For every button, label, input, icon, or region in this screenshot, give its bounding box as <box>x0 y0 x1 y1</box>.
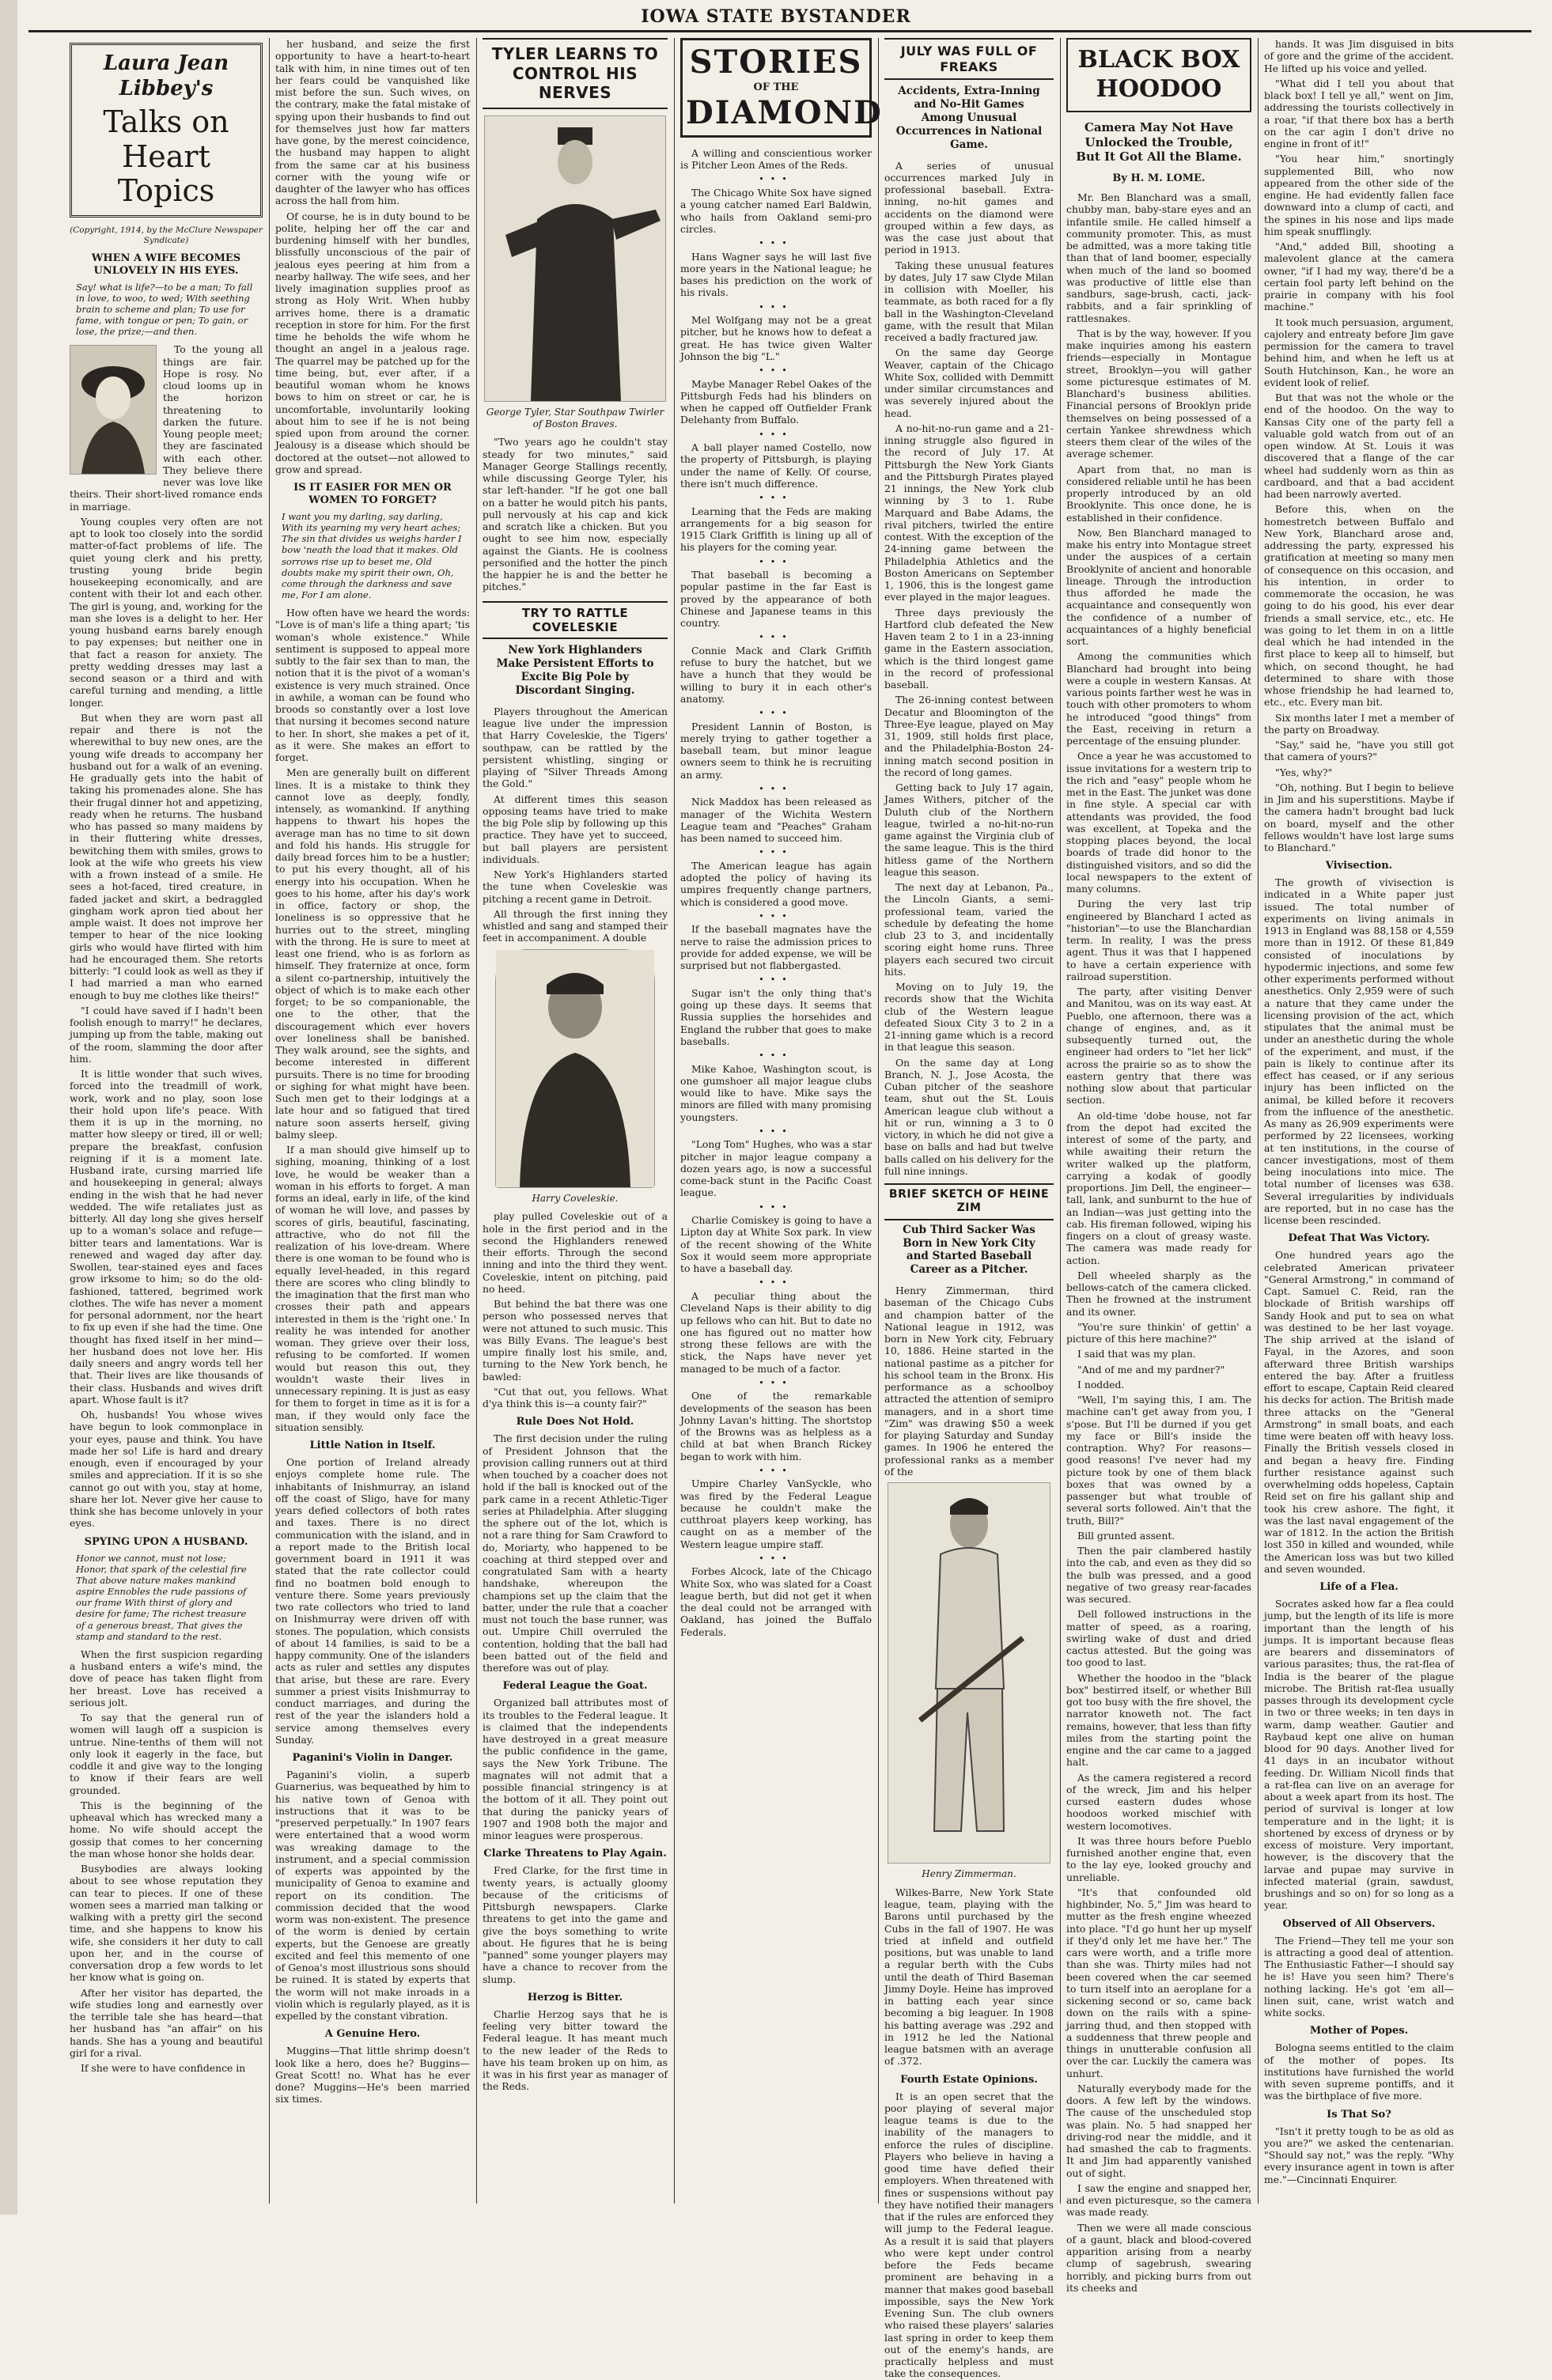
paragraph: One hundred years ago the celebrated American privateer "General Armstrong," in command of Capt. Samuel C. Reid, ran the blockade of British warships off Sandy Hook and put to sea on what was destined to be her last voyage. The ship arrived at the island of Fayal, in the Azores, and soon afterward three British warships entered the bay. After a fruitless effort to escape, Captain Reid cleared his decks for action. The British made three attacks on the "General Armstrong" in small boats, and each time were beaten off with heavy loss. Finally the British vessels closed in and began a heavy fire. Finding further resistance against such overwhelming odds hopeless, Captain Reid set on fire his gallant ship and took his crew ashore. The fight, it was the last naval engagement of the war of 1812. In the action the British lost 350 in killed and wounded, while the American loss was but two killed and seven wounded. <box>1264 1249 1454 1575</box>
news-item: Connie Mack and Clark Griffith refuse to bury the hatchet, but we have a hunch that they would be willing to bury it in each other's anatomy. <box>680 644 872 705</box>
paragraph: Mr. Ben Blanchard was a small, chubby man, baby-stare eyes and an infantile smile. He called himself a community promoter. This, as must be admitted, was a more taking title than that of land boomer, especially when much of the land so boomed was productive of little else than sandburs, sage-brush, cacti, jack-rabbits, and a fair sprinkling of rattlesnakes. <box>1066 191 1251 324</box>
stories-of-diamond-title-box <box>680 38 883 138</box>
paragraph: I saw the engine and snapped her, and even picturesque, so the camera was made ready. <box>1066 2181 1251 2219</box>
paragraph: "I could have saved if I hadn't been foolish enough to marry!" he declares, jumping up from the table, making out of the room, slamming the door after him. <box>70 1004 263 1065</box>
separator-dots: ••• <box>759 708 793 719</box>
news-item: One of the remarkable developments of the season has been Johnny Lavan's hitting. The shortstop of the Browns was as helpless as a child at bat when Branch Rickey began to work with him. <box>680 1390 872 1462</box>
news-item: A ball player named Costello, now the property of Pittsburgh, is playing under the name of Kelly. Of course, there isn't much difference. <box>680 441 872 490</box>
heart-topics-masthead <box>70 43 263 218</box>
news-item: A peculiar thing about the Cleveland Naps is their ability to dig up fellows who can hit. But to date no one has figured out no matter how strong these fellows are with the stick, the Naps have never yet managed to be much of a factor. <box>680 1290 872 1375</box>
section-heading: WHEN A WIFE BECOMES UNLOVELY IN HIS EYES. <box>91 252 241 277</box>
paragraph: Charlie Herzog says that he is feeling very bitter toward the Federal league. It has meant much to the new leader of the Reds to have his team broken up on him, as it was in his first year as manager of the Reds. <box>483 2007 668 2093</box>
section-heading: Defeat That Was Victory. <box>1288 1232 1430 1245</box>
masthead-brand: Laura Jean Libbey's <box>103 51 229 100</box>
paragraph: Young couples very often are not apt to look too closely into the sordid matter-of-fact problems of life. The quiet young clerk and his pretty, trusting young bride begin housekeeping economically, and are content with their lot and each other. The girl is young, and, working for the man she loves is a delight to her. Her young husband earns barely enough to pay expenses; but neither one in that fact a reason for anxiety. The pretty wedding dresses may last a second season or a third and with careful turning and mending, a little longer. <box>70 515 263 709</box>
separator-dots: ••• <box>759 1465 793 1476</box>
photo-caption: Harry Coveleskie. <box>532 1192 619 1204</box>
separator-dots: ••• <box>759 1050 793 1061</box>
paragraph: Three days previously the Hartford club defeated the New Haven team 2 to 1 in a 23-inning game in the Eastern association, which is the third longest game in the record of professional baseball. <box>884 606 1054 691</box>
deck: New York Highlanders Make Persistent Efforts to Excite Big Pole by Discordant Singing. <box>496 644 654 698</box>
paragraph: "And," added Bill, shooting a malevolent glance at the camera owner, "if I had my way, there'd be a certain fool party left behind on the prairie in company with his fool machine." <box>1264 240 1454 313</box>
separator-dots: ••• <box>759 632 793 643</box>
separator-dots: ••• <box>759 910 793 921</box>
separator-dots: ••• <box>759 238 793 248</box>
title-stories: STORIES <box>689 44 863 81</box>
column-stories-of-diamond <box>680 38 883 2204</box>
paragraph: Six months later I met a member of the party on Broadway. <box>1264 711 1454 736</box>
paragraph: "Say," said he, "have you still got that camera of yours?" <box>1264 739 1454 763</box>
headline-tyler: TYLER LEARNS TO CONTROL HIS NERVES <box>483 38 668 109</box>
section-heading: Little Nation in Itself. <box>309 1440 436 1452</box>
newspaper-title: IOWA STATE BYSTANDER <box>641 6 911 27</box>
paragraph: A series of unusual occurrences marked July in professional baseball. Extra-inning, no-hit games and accidents on the diamond were grouped within a few days, as was the case just about that period in 1913. <box>884 159 1054 256</box>
batter-photo-image <box>888 1483 1050 1863</box>
byline: By H. M. LOME. <box>1112 172 1206 185</box>
paragraph: One portion of Ireland already enjoys complete home rule. The inhabitants of Inishmurray, an island off the coast of Sligo, have for many years defied collectors of both rates and taxes. There is no direct communication with the island, and in a report made to the British local government board in 1911 it was stated that the rate collector could find no boatmen bold enough to venture there. Some years previously two rate collectors who tried to land on Inishmurray were driven off with stones. The population, which consists of about 14 families, is said to be a happy community. One of the islanders acts as ruler and settles any disputes that arise, but these are rare. Every summer a priest visits Inishmurray to conduct marriages, and during the rest of the year the islanders hold a service among themselves every Sunday. <box>275 1456 470 1746</box>
paragraph: Of course, he is in duty bound to be polite, helping her off the car and burdening himself with her bundles, blissfully unconscious of the pair of jealous eyes peering at him from a nearby hallway. The wife sees, and her lively imagination supplies proof as strong as Holy Writ. When hubby arrives home, there is a dramatic reception in store for him. For the first time he beholds the wife whom he thought an angel in a jealous rage. The quarrel may be patched up for the time being, but, ever after, if a beautiful woman whom he knows bows to him on street or car, he is uncomfortable, involuntarily looking about him to see if he is not being spied upon from around the corner. Jealousy is a disease which should be doctored at the outset—not allowed to grow and spread. <box>275 210 470 475</box>
separator-dots: ••• <box>759 1377 793 1388</box>
separator-dots: ••• <box>759 1553 793 1564</box>
paragraph: Once a year he was accustomed to issue invitations for a western trip to the rich and "easy" people whom he met in the East. The junket was done in fine style. A special car with attendants was provided, the food was excellent, at Topeka and the stopping places beyond, the local boards of trade did honor to the distinguished visitors, and so did the local newspapers to the extent of many columns. <box>1066 750 1251 895</box>
separator-dots: ••• <box>759 174 793 185</box>
paragraph: An old-time 'dobe house, not far from the depot had excited the interest of some of the party, and while awaiting their return the writer walked up the platform, carrying a kodak of goodly proportions. Jim Dell, the engineer—tall, lank, and sunburnt to the hue of an Indian—was just getting into the cab. His fireman followed, wiping his fingers on a clout of greasy waste. The camera was made ready for action. <box>1066 1109 1251 1266</box>
paragraph: Now, Ben Blanchard managed to make his entry into Montague street under the auspices of a certain Brooklynite of ancient and honorable lineage. Through the introduction thus afforded he made the acquaintance and consequently won the confidence of a number of acquaintances of a highly beneficial sort. <box>1066 526 1251 648</box>
paragraph: "You hear him," snortingly supplemented Bill, who now appeared from the other side of the engine. He had evidently fallen face downward into a clump of cacti, and the spines in his nose and lips made him speak snufflingly. <box>1264 153 1454 237</box>
column-miscellany <box>1264 38 1454 2204</box>
paragraph: "Isn't it pretty tough to be as old as you are?" we asked the centenarian. "Should say not," was the reply. "Why every insurance agent in town is after me."—Cincinnati Enquirer. <box>1264 2125 1454 2185</box>
paragraph: If a man should give himself up to sighing, moaning, thinking of a lost love, he would be weaker than a woman in his efforts to forget. A man forms an ideal, early in life, of the kind of woman he will love, and passes by scores of girls, beautiful, fascinating, attractive, who do not fill the realization of his love-dream. Where there is one woman to be found who is equally level-headed, in this regard there are scores who cling blindly to the imagination that the first man who crosses their path and appears interested in them is the 'right one.' In reality he was intended for another woman. They grieve over their loss, refusing to be comforted. If women would but reason this out, they wouldn't waste their lives in unnecessary repining. It is just as easy for them to forget in time as it is for a man, if they would only face the situation sensibly. <box>275 1144 470 1433</box>
paragraph: "Two years ago he couldn't stay steady for two minutes," said Manager George Stallings recently, while discussing George Tyler, his star left-hander. "If he got one ball on a batter he would pitch his pants, pull nervously at his cap and kick and scratch like a chicken. But you ought to see him now, especially against the Giants. He is coolness personified and the hotter the pinch the happier he is and the better he pitches." <box>483 436 668 593</box>
section-heading: Herzog is Bitter. <box>527 1991 623 2004</box>
paragraph: Apart from that, no man is considered reliable until he has been properly introduced by an old Brooklynite. This once done, he is established in their confidence. <box>1066 463 1251 524</box>
paragraph: Men are generally built on different lines. It is a mistake to think they cannot love as deeply, fondly, intensely, as womankind. If anything happens to thwart his hopes the average man has no time to sit down and fold his hands. His struggle for daily bread forces him to be a hustler; to put his every thought, all of his energy into his occupation. When he goes to his home, after his day's work in office, factory or shop, the loneliness is so oppressive that he hurries out to the street, mingling with the throng. He is sure to meet at least one friend, who is as forlorn as himself. They fraternize at once, form a silent co-partnership, intuitively the object of which is to make each other forget; to be so companionable, the one to the other, that the discouragement which ever hovers over loneliness shall be banished. They walk around, see the sights, and become interested in different pursuits. There is no time for brooding or sighing for what might have been. Such men get to their lodgings at a late hour and so fatigued that tired nature soon asserts herself, giving balmy sleep. <box>275 766 470 1141</box>
column-rule <box>1060 38 1061 2204</box>
paragraph: Busybodies are always looking about to see whose reputation they can tear to pieces. If one of these women sees a married man talking or walking with a pretty girl the second time, and she happens to know his wife, she considers it her duty to call upon her, and in the course of conversation drop a few words to let her know what is going on. <box>70 1863 263 1984</box>
deck: Camera May Not Have Unlocked the Trouble, But It Got All the Blame. <box>1076 119 1242 165</box>
paragraph: "And of me and my pardner?" <box>1077 1363 1225 1375</box>
portrait-photo <box>70 345 157 475</box>
section-heading: IS IT EASIER FOR MEN OR WOMEN TO FORGET? <box>293 482 452 506</box>
section-heading: A Genuine Hero. <box>324 2028 421 2041</box>
paragraph: Before this, when on the homestretch between Buffalo and New York, Blanchard arose and, addressing the party, expressed his gratification at meeting so many men of consequence on this occasion, and his intention, in order to commemorate the occasion, he was going to do his good, his ever dear friends a small service, etc., etc. He was going to let them in on a little deal which he had intended in the first place to keep all to himself, but which, on second thought, he had determined to share with those whose friendship he had learned to, etc., etc. Every man bit. <box>1264 503 1454 709</box>
section-heading: Vivisection. <box>1325 860 1393 872</box>
section-heading: Fourth Estate Opinions. <box>900 2073 1038 2086</box>
section-heading: Is That So? <box>1327 2108 1391 2121</box>
news-item: Nick Maddox has been released as manager of the Wichita Western League team and "Peaches" Graham has been named to succeed him. <box>680 796 872 845</box>
headline-july-freaks: JULY WAS FULL OF FREAKS <box>884 38 1054 80</box>
separator-dots: ••• <box>759 493 793 504</box>
deck: Accidents, Extra-Inning and No-Hit Games Among Unusual Occurrences in National Game. <box>895 85 1043 151</box>
news-item: Mel Wolfgang may not be a great pitcher, but he knows how to defeat a great. He has twice given Walter Johnson the big "L." <box>680 314 872 362</box>
photo-henry-zimmerman <box>888 1482 1050 1864</box>
news-item: That baseball is becoming a popular pastime in the far East is proved by the appearance of both Chinese and Japanese teams in this country. <box>680 569 872 630</box>
paragraph: After her visitor has departed, the wife studies long and earnestly over the terrible tale she has heard—that her husband has "an affair" on his hands. She has a young and beautiful girl for a rival. <box>70 1986 263 2059</box>
verse: I want you my darling, say darling, With its yearning my very heart aches; The sin that divides us weighs harder I bow 'neath the load that it makes. Old sorrows rise up to beset me, Old doubts make my spirit their own, Oh, come through the darkness and save me, For I am alone. <box>282 510 462 600</box>
paragraph: The party, after visiting Denver and Manitou, was on its way east. At Pueblo, one afternoon, there was a change of engines, and, as it subsequently turned out, the engineer had orders to "let her lick" across the prairie so as to show the eastern gentry that there was nothing slow about that particular section. <box>1066 986 1251 1107</box>
news-item: A willing and conscientious worker is Pitcher Leon Ames of the Reds. <box>680 146 872 172</box>
separator-dots: ••• <box>759 1126 793 1137</box>
headline-black-box: BLACK BOX HOODOO <box>1066 38 1251 112</box>
paragraph: The 26-inning contest between Decatur and Bloomington of the Three-Eye league, played on May 31, 1909, still holds first place, and the Philadelphia-Boston 24-inning match second position in the record of long games. <box>884 694 1054 778</box>
photo-george-tyler <box>484 115 666 402</box>
title-diamond: DIAMOND <box>686 93 883 131</box>
page-header <box>0 0 1552 30</box>
separator-dots: ••• <box>759 847 793 858</box>
paragraph: Fred Clarke, for the first time in twenty years, is actually gloomy because of the criticisms of Pittsburgh newspapers. Clarke threatens to get into the game and give the boys something to write about. He figures that he is being "panned" some younger players may have a chance to recover from the slump. <box>483 1864 668 1985</box>
paragraph: But that was not the whole or the end of the hoodoo. On the way to Kansas City one of the party fell a valuable gold watch from out of an open window. At St. Louis it was discovered that a flange of the car wheel had suddenly worn as thin as cardboard, and that a bad accident had been narrowly averted. <box>1264 392 1454 500</box>
paragraph: Moving on to July 19, the records show that the Wichita club of the Western league defeated Sioux City 3 to 2 in a 21-inning game which is a record in that league this season. <box>884 981 1054 1054</box>
section-heading: Clarke Threatens to Play Again. <box>483 1848 667 1860</box>
column-rule <box>1258 38 1259 2204</box>
paragraph: The growth of vivisection is indicated in a White paper just issued. The total number of experiments on living animals in 1913 in England was 88,158 or 4,559 more than in 1912. Of these 81,849 consisted of inoculations by hypodermic injections, and some few other experiments performed without anesthetics. Only 2,959 were of such a nature that they came under the licensing provision of the act, which stipulates that the animal must be under an anesthetic during the whole of the experiment, and must, if the pain is likely to continue after its effect has ceased, or if any serious injury has been inflicted on the animal, be killed before it recovers from the influence of the anesthetic. As many as 26,909 experiments were performed by 22 licensees, working at ten institutions, in the course of cancer investigations, most of them being inoculations into mice. The total number of licenses was 638. Several irregularities by individuals are reported, but in no case has the license been rescinded. <box>1264 876 1454 1227</box>
paragraph: Players throughout the American league live under the impression that Harry Coveleskie, the Tigers' southpaw, can be rattled by the persistent whistling, singing or playing of "Silver Threads Among the Gold." <box>483 705 668 790</box>
news-item: Charlie Comiskey is going to have a Lipton day at White Sox park. In view of the recent showing of the White Sox it would seem more appropriate to have a baseball day. <box>680 1214 872 1275</box>
paragraph: "Well, I'm saying this, I am. The machine can't get away from you, I s'pose. But I'll be durned if you get my face or Bill's inside the contraption. Why? For reasons—good reasons! I've never had my picture took by one of them black boxes that was owned by a passenger but what trouble of several sorts followed. Ain't that the truth, Bill?" <box>1066 1394 1251 1527</box>
headline-coveleskie: TRY TO RATTLE COVELESKIE <box>483 601 668 640</box>
paragraph: Then the pair clambered hastily into the cab, and even as they did so the bulb was pressed, and a good negative of two greasy rear-facades was secured. <box>1066 1545 1251 1606</box>
paragraph: How often have we heard the words: "Love is of man's life a thing apart; 'tis woman's whole existence." While sentiment is supposed to appeal more subtly to the fair sex than to man, the notion that it is the pivot of a woman's existence is very much strained. Once in awhile, a woman can be found who broods so constantly over a lost love that nursing it becomes second nature to her. In short, she makes a pet of it, as it were. She makes an effort to forget. <box>275 607 470 764</box>
paragraph: Wilkes-Barre, New York State league, team, playing with the Barons until purchased by the Cubs in the fall of 1907. He was tried at infield and outfield positions, but was unable to land a regular berth with the Cubs until the death of Third Baseman Jimmy Doyle. Heine has improved in batting each year since becoming a big leaguer. In 1908 his batting average was .292 and in 1912 he led the National league batsmen with an average of .372. <box>884 1886 1054 2068</box>
paragraph: Oh, husbands! You whose wives have begun to look commonplace in your eyes, pause and think. You have made her so! Life is hard and dreary enough, even if encouraged by your smiles and appreciation. If it is so she cannot go out with you, stay at home, share her lot. Never give her cause to think she has become unlovely in your eyes. <box>70 1409 263 1530</box>
column-heart-topics <box>70 38 263 2204</box>
paragraph: During the very last trip engineered by Blanchard I acted as "historian"—to use the Blanchardian term. In reality, I was the press agent. Thus it was that I happened to have a certain experience with railroad superstition. <box>1066 898 1251 982</box>
news-item: Maybe Manager Rebel Oakes of the Pittsburgh Feds had his blinders on when he capped off Outfielder Frank Delehanty from Buffalo. <box>680 377 872 426</box>
photo-caption: Henry Zimmerman. <box>922 1868 1016 1880</box>
section-heading: Observed of All Observers. <box>1282 1917 1436 1930</box>
paragraph: But behind the bat there was one person who possessed nerves that were not attuned to such music. This was Billy Evans. The league's best umpire finally lost his smile, and, turning to the New York bench, he bawled: <box>483 1298 668 1383</box>
section-heading: Rule Does Not Hold. <box>516 1416 634 1428</box>
paragraph: All through the first inning they whistled and sang and stamped their feet in accompaniment. A double <box>483 907 668 944</box>
news-item: The American league has again adopted the policy of having its umpires frequently change partners, which is considered a good move. <box>680 859 872 908</box>
paragraph: Among the communities which Blanchard had brought into being were a couple in western Kansas. At various points farther west he was in touch with other promoters to whom he introduced "good things" from the East, receiving in return a percentage of the ensuing plunder. <box>1066 650 1251 747</box>
separator-dots: ••• <box>759 365 793 376</box>
news-item: Hans Wagner says he will last five more years in the National league; he bases his prediction on the work of his rivals. <box>680 250 872 299</box>
news-item: President Lannin of Boston, is merely trying to gather together a baseball team, but minor league owners seem to think he is recruiting an army. <box>680 720 872 781</box>
paragraph: That is by the way, however. If you make inquiries among his eastern friends—especially in Montague street, Brooklyn—you will gather some picturesque estimates of M. Blanchard's business abilities. Financial persons of Brooklyn pride themselves on being possessed of a certain Yankee shrewdness which steers them clear of the wiles of the average schemer. <box>1066 327 1251 460</box>
column-black-box <box>1066 38 1251 2294</box>
paragraph: "What did I tell you about that black box! I tell ye all," went on Jim, addressing the tourists collectively in a roar, "if that there box has a berth on the car agin I don't drive no engine in front of it!" <box>1264 77 1454 149</box>
paragraph: Taking these unusual features by dates, July 17 saw Clyde Milan in collision with Moeller, his teammate, as both raced for a fly ball in the Washington-Cleveland game, with the result that Milan received a badly fractured jaw. <box>884 259 1054 344</box>
paragraph: As the camera registered a record of the wreck, Jim and his helper cursed eastern dudes whose hoodoos worked mischief with western locomotives. <box>1066 1771 1251 1832</box>
news-item: Learning that the Feds are making arrangements for a big season for 1915 Clark Griffith is lining up all of his players for the coming year. <box>680 505 872 554</box>
paragraph: Naturally everybody made for the doors. A few left by the windows. The cause of the unscheduled stop was plain. No. 5 had snapped her driving-rod near the middle, and it had smashed the cab to fragments. It and Jim had apparently vanished out of sight. <box>1066 2082 1251 2179</box>
paragraph: Bologna seems entitled to the claim of the mother of popes. Its institutions have furnished the world with seven supreme pontiffs, and it was the birthplace of five more. <box>1264 2041 1454 2102</box>
paragraph: New York's Highlanders started the tune when Coveleskie was pitching a recent game in Detroit. <box>483 868 668 905</box>
header-rule <box>28 30 1531 32</box>
paragraph: A no-hit-no-run game and a 21-inning struggle also figured in the record of July 17. At Pittsburgh the New York Giants and the Pittsburgh Pirates played 21 innings, the New York club winning by 3 to 1. Rube Marquard and Babe Adams, the rival pitchers, twirled the entire contest. With the exception of the 24-inning game between the Philadelphia Athletics and the Boston Americans on September 1, 1906, this is the longest game ever played in the major leagues. <box>884 422 1054 604</box>
paragraph: If she were to have confidence in <box>81 2062 246 2075</box>
verse: Honor we cannot, must not lose; Honor, that spark of the celestial fire That above nature makes mankind aspire Ennobles the rude passions of our frame With thirst of glory and desire for fame; The richest treasure of a generous breast, That gives the stamp and standard to the rest. <box>76 1552 247 1642</box>
photo-caption: George Tyler, Star Southpaw Twirler of Boston Braves. <box>486 406 664 429</box>
paragraph: On the same day George Weaver, captain of the Chicago White Sox, collided with Demmitt under similar circumstances and was severely injured about the head. <box>884 346 1054 419</box>
paragraph: "Yes, why?" <box>1275 766 1333 778</box>
paragraph: Organized ball attributes most of its troubles to the Federal league. It is claimed that the independents have destroyed in a great measure the public confidence in the game, says the New York Tribune. The magnates will not admit that a possible financial stringency is at the bottom of it all. They point out that during the panicky years of 1907 and 1908 both the major and minor leagues were prosperous. <box>483 1697 668 1842</box>
column-rule <box>674 38 675 2204</box>
copyright-line: (Copyright, 1914, by the McClure Newspaper Syndicate) <box>70 225 263 245</box>
masthead-title: Talks on Heart Topics <box>103 104 229 209</box>
news-item: If the baseball magnates have the nerve to raise the admission prices to provide for added expense, we will be surprised but not flabbergasted. <box>680 923 872 972</box>
column-july-freaks <box>884 38 1054 2380</box>
column-rule <box>476 38 477 2204</box>
paragraph: Paganini's violin, a superb Guarnerius, was bequeathed by him to his native town of Genoa with instructions that it was to be "preserved perpetually." In 1907 fears were entertained that a wood worm was wreaking damage to the instrument, and a special commission of experts was appointed by the municipality of Genoa to examine and report on its condition. The commission decided that the wood worm was non-existent. The presence of the worm is denied by certain experts, but the Genoese are greatly excited and feel this memento of one of Genoa's most illustrious sons should be ruined. It is stated by experts that the worm will not make inroads in a violin which is regularly played, as it is expelled by the constant vibration. <box>275 1769 470 2022</box>
paragraph: To the young all things are fair. Hope is rosy. No cloud looms up in the horizon threatening to darken the future. Young people meet; they are fascinated with each other. They believe there never was love like theirs. Their short-lived romance ends in marriage. <box>70 343 263 513</box>
paragraph: The next day at Lebanon, Pa., the Lincoln Giants, a semi-professional team, varied the schedule by defeating the home club 23 to 3, and incidentally scoring eight home runs. Three players each secured two circuit hits. <box>884 881 1054 978</box>
column-tyler <box>483 38 668 2204</box>
section-heading: Federal League the Goat. <box>502 1680 648 1693</box>
paragraph: Dell followed instructions in the matter of speed, as a roaring, swirling wake of dust and dried cactus attested. But the going was too good to last. <box>1066 1608 1251 1669</box>
paragraph: It was three hours before Pueblo furnished another engine that, even to the lay eye, looked grouchy and unreliable. <box>1066 1834 1251 1883</box>
paragraph: Socrates asked how far a flea could jump, but the length of its life is more important than the length of his jumps. It is important because fleas are bearers and disseminators of various parasites; thus, the rat-flea of India is the bearer of the plague microbe. The British rat-flea usually passes through its development cycle in two or three weeks; in ten days in warm, damp weather. Gautier and Raybaud kept one alive on human blood for 90 days. Another lived for 41 days in an incubator without feeding. Dr. William Nicoll finds that a rat-flea can live on an average for about a week apart from its host. The period of survival is longer at low temperature and in the light; it is shortened by excess of dryness or by excess of moisture. Very important, however, is the discovery that the larvae and pupae may survive in infected material (grain, sawdust, brushings and so on) for so long as a year. <box>1264 1598 1454 1912</box>
photo-harry-coveleskie <box>495 949 655 1188</box>
column-continued-topics <box>275 38 470 2204</box>
section-heading: Paganini's Violin in Danger. <box>292 1752 453 1765</box>
paragraph: The first decision under the ruling of President Johnson that the provision calling runners out at third when touched by a coacher does not hold if the ball is knocked out of the park came in a recent Athletic-Tiger series at Philadelphia. After slugging the sphere out of the lot, which is not a rare thing for Sam Crawford to do, Moriarty, who happened to be coaching at third stepped over and congratulated Sam with a hearty handshake, whereupon the champions set up the claim that the batter, under the rule that a coacher must not touch the base runner, was out. Umpire Chill overruled the contention, holding that the ball had been batted out of the field and therefore was out of play. <box>483 1432 668 1674</box>
deck: Cub Third Sacker Was Born in New York City and Started Baseball Career as a Pitcher. <box>903 1223 1035 1277</box>
headline-heine-zim: BRIEF SKETCH OF HEINE ZIM <box>884 1183 1054 1220</box>
separator-dots: ••• <box>759 1201 793 1213</box>
separator-dots: ••• <box>759 783 793 794</box>
separator-dots: ••• <box>759 556 793 567</box>
separator-dots: ••• <box>759 974 793 986</box>
paragraph: It is an open secret that the poor playing of several major league teams is due to the inability of the managers to enforce the rules of discipline. Players who believe in having a good time have defied their employers. When threatened with fines or suspensions without pay they have notified their managers that if the rules are enforced they will jump to the Federal league. As a result it is said that players who were kept under control before the Feds became prominent are behaving in a manner that makes good baseball impossible, says the New York Evening Sun. The club owners who raised these players' salaries last spring in order to keep them out of the enemy's hands, are practically helpless and must take the consequences. <box>884 2090 1054 2380</box>
paragraph: "It's that confounded old highbinder, No. 5," Jim was heard to mutter as the fresh engine wheezed into place. "I'd go hunt her up myself if they'd only let me have her." The cars were worth, and a trifle more than she was. Thirty miles had not been covered when the car seemed to turn itself into an aeroplane for a sickening second or so, came back down on the rails with a spine-jarring thud, and then stopped with a suddenness that threw people and things in unutterable confusion all over the car. Luckily the camera was unhurt. <box>1066 1886 1251 2079</box>
separator-dots: ••• <box>759 429 793 440</box>
paragraph: To say that the general run of women will laugh off a suspicion is untrue. Nine-tenths of them will not only look it eagerly in the face, but coddle it and give way to the longing to know if their fears are well grounded. <box>70 1712 263 1796</box>
paragraph: It took much persuasion, argument, cajolery and entreaty before Jim gave permission for the camera to travel behind him, and when he left us at South Hutchinson, Kan., he wore an evident look of relief. <box>1264 316 1454 388</box>
paragraph: On the same day at Long Branch, N. J., Jose Acosta, the Cuban pitcher of the seashore team, shut out the St. Louis American league club without a hit or run, winning a 3 to 0 victory, in which he did not give a base on balls and had but twelve balls called on his delivery for the full nine innings. <box>884 1056 1054 1177</box>
news-item: Forbes Alcock, late of the Chicago White Sox, who was slated for a Coast league berth, but did not get it when the deal could not be arranged with Oakland, has joined the Buffalo Federals. <box>680 1565 872 1638</box>
paragraph: hands. It was Jim disguised in bits of gore and the grime of the accident. He lifted up his voice and yelled. <box>1264 38 1454 74</box>
paragraph: But when they are worn past all repair and there is not the wherewithal to buy new ones, are the young wife dreads to accompany her husband out for a walk of an evening. He gradually gets into the habit of taking his promenades alone. She has their frugal dinner hot and appetizing, ready when he returns. The husband who has passed so many maidens by in their fluttering white dresses, bewitching them with smiles, grows to look at the wife who greets his view with a frown instead of a smile. He sees a hot-faced, tired creature, in faded jacket and skirt, a bedraggled gingham work apron tied about her ample waist. It does not improve her temper to hear of the nice looking girls who would have flirted with him had he encouraged them. She retorts bitterly: "I could look as well as they if I had married a man who earned enough to buy me clothes like theirs!" <box>70 711 263 1001</box>
paragraph: It is little wonder that such wives, forced into the treadmill of work, work, work and no play, soon lose their hold upon life's peace. With them it is up in the morning, no matter how sleepy or tired, ill or well; prepare the breakfast, confusion reigning if it is a moment late. Husband irate, cursing married life and housekeeping in general; always ending in the wish that he had never wedded. The wife retaliates just as bitterly. All day long she gives herself up to a woman's solace and refuge—bitter tears and lamentations. War is renewed and waged day after day. Swollen, tear-stained eyes and faces grow irksome to him; so do the old-fashioned, tattered, begrimed work clothes. The wife has never a moment for personal adornment, nor the heart to fix up even if she had the time. One thought has fixed itself in her mind—her husband does not love her. His daily sneers and angry words tell her that. Their lives are like thousands of their class. Husbands and wives drift apart. Whose fault is it? <box>70 1068 263 1406</box>
paragraph: At different times this season opposing teams have tried to make the big Pole slip by following up this practice. They have yet to succeed, but ball players are persistent individuals. <box>483 793 668 865</box>
news-item: Umpire Charley VanSyckle, who was fired by the Federal League because he couldn't make the cutthroat players keep working, has caught on as a member of the Western league umpire staff. <box>680 1478 872 1550</box>
section-heading: Life of a Flea. <box>1319 1581 1399 1594</box>
pitcher-photo-image <box>485 116 665 401</box>
paragraph: When the first suspicion regarding a husband enters a wife's mind, the dove of peace has taken flight from her breast. Love has received a serious jolt. <box>70 1648 263 1708</box>
paragraph: Muggins—That little shrimp doesn't look like a hero, does he? Buggins—Great Scott! no. What has he ever done? Muggins—He's been married six times. <box>275 2045 470 2106</box>
paragraph: I said that was my plan. <box>1077 1348 1196 1360</box>
paragraph: "You're sure thinkin' of gettin' a picture of this here machine?" <box>1066 1320 1251 1345</box>
column-rule <box>269 38 270 2204</box>
paragraph: Henry Zimmerman, third baseman of the Chicago Cubs and champion batter of the National league in 1912, was born in New York city, February 10, 1886. Heine started in the national pastime as a pitcher for his school team in the Bronx. His performance as a schoolboy attracted the attention of semipro managers, and in a short time "Zim" was drawing $50 a week for playing Saturday and Sunday games. In 1906 he entered the professional ranks as a member of the <box>884 1285 1054 1478</box>
paragraph: Bill grunted assent. <box>1077 1529 1175 1542</box>
paragraph: Getting back to July 17 again, James Withers, pitcher of the Duluth club of the Northern league, twirled a no-hit-no-run game against the Virginia club of the same league. This is the third hitless game of the Northern league this season. <box>884 781 1054 878</box>
verse: Say! what is life?—to be a man; To fall in love, to woo, to wed; With seething brain to scheme and plan; To use for fame, with tongue or pen; To gain, or lose, the prize;—and then. <box>76 281 253 338</box>
news-item: Sugar isn't the only thing that's going up these days. It seems that Russia supplies the horsehides and England the rubber that goes to make baseballs. <box>680 986 872 1047</box>
paragraph: I nodded. <box>1077 1378 1125 1391</box>
paragraph: Dell wheeled sharply as the bellows-catch of the camera clicked. Then he frowned at the instrument and its owner. <box>1066 1269 1251 1318</box>
page-edge <box>0 0 17 2215</box>
paragraph: "Oh, nothing. But I begin to believe in Jim and his superstitions. Maybe if the camera hadn't brought bad luck on board, myself and the other fellows wouldn't have lost large sums to Blanchard." <box>1264 781 1454 853</box>
news-item: Mike Kahoe, Washington scout, is one gumshoer all major league clubs would like to have. Mike says the minors are filled with many promising youngsters. <box>680 1062 872 1123</box>
paragraph: Whether the hoodoo in the "black box" bestirred itself, or whether Bill got too busy with the fire shovel, the narrator knoweth not. The fact remains, however, that less than fifty miles from the starting point the engine and the car came to a jagged halt. <box>1066 1671 1251 1769</box>
title-of-the: OF THE <box>753 81 799 93</box>
paragraph: The Friend—They tell me your son is attracting a good deal of attention. The Enthusiastic Father—I should say he is! Have you seen him? There's nothing lacking. He's got 'em all—linen suit, cane, wrist watch and white socks. <box>1264 1934 1454 2019</box>
paragraph: her husband, and seize the first opportunity to have a heart-to-heart talk with him, in nine times out of ten her fears could be vanquished like mist before the sun. Such wives, on the contrary, make the fatal mistake of spying upon their husbands to find out for themselves just how far matters have gone, by the merest coincidence, the husband may happen to alight from the same car at his business corner with the young wife or daughter of the lawyer who has offices across the hall from him. <box>275 38 470 207</box>
paragraph: "Cut that out, you fellows. What d'ya think this is—a county fair?" <box>483 1385 668 1410</box>
paragraph: play pulled Coveleskie out of a hole in the first period and in the second the Highlanders renewed their efforts. Through the second inning and into the third they went. Coveleskie, intent on pitching, paid no heed. <box>483 1210 668 1295</box>
column-rule <box>878 38 879 2204</box>
separator-dots: ••• <box>759 301 793 312</box>
news-item: The Chicago White Sox have signed a young catcher named Earl Baldwin, who hails from Oakland semi-pro circles. <box>680 187 872 235</box>
news-item: "Long Tom" Hughes, who was a star pitcher in major league company a dozen years ago, is now a successful come-back stunt in the Pacific Coast league. <box>680 1138 872 1199</box>
paragraph: This is the beginning of the upheaval which has wrecked many a home. No wife should accept the gossip that comes to her concerning the man whose honor she holds dear. <box>70 1799 263 1860</box>
separator-dots: ••• <box>759 1277 793 1288</box>
woman-portrait-image <box>70 346 156 474</box>
section-heading: Mother of Popes. <box>1309 2025 1409 2038</box>
player-portrait-image <box>496 950 654 1187</box>
section-heading: SPYING UPON A HUSBAND. <box>84 1535 248 1548</box>
paragraph: Then we were all made conscious of a gaunt, black and blood-covered apparition arising from a nearby clump of sagebrush, swearing horribly, and picking burrs from out its cheeks and <box>1066 2221 1251 2294</box>
